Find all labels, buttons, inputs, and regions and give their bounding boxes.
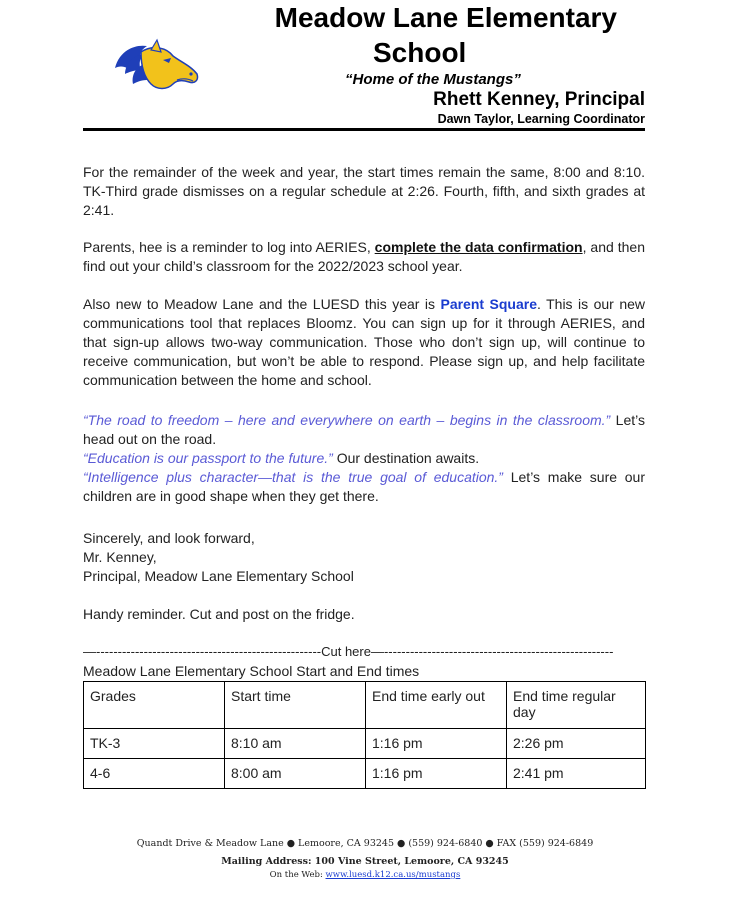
cut-line: —----------------------------------------------------Cut here—----------------------------------------------------- — [83, 644, 614, 659]
header-start-time: Start time — [225, 682, 366, 729]
quote-freedom: “The road to freedom – here and everywhere on earth – begins in the classroom.” — [83, 412, 611, 428]
quote-character: “Intelligence plus character—that is the true goal of education.” — [83, 469, 503, 485]
schedule-caption: Meadow Lane Elementary School Start and End times — [83, 663, 420, 679]
quote-freedom-comment: Let’s head out on the road. — [83, 412, 645, 447]
footer-web-label: On the Web: — [269, 870, 326, 880]
signature-block — [83, 529, 645, 586]
principal-name: Rhett Kenney, Principal — [433, 89, 645, 110]
cell-grades: 4-6 — [84, 759, 225, 789]
quote-passport-comment: Our destination awaits. — [332, 450, 480, 466]
coordinator-name: Dawn Taylor, Learning Coordinator — [437, 112, 645, 126]
header-end-regular: End time regular day — [507, 682, 646, 729]
aeries-text-after: , and then find out your child’s classroom for the 2022/2023 school year. — [83, 239, 645, 274]
paragraph-start-times: For the remainder of the week and year, the start times remain the same, 8:00 and 8:10. TK-Third grade dismisses on a regular schedule at 2:26. Fourth, fifth, and sixth grades at 2:41. — [83, 164, 645, 218]
header-end-early: End time early out — [366, 682, 507, 729]
cell-start: 8:00 am — [225, 759, 366, 789]
aeries-text-before: Parents, hee is a reminder to log into AERIES, — [83, 239, 375, 255]
quote-passport: “Education is our passport to the future.” — [83, 450, 333, 466]
header-divider — [83, 128, 645, 131]
fridge-reminder: Handy reminder. Cut and post on the fridge. — [83, 606, 355, 622]
signer-name: Mr. Kenney, — [83, 549, 157, 565]
footer-web-link[interactable]: www.luesd.k12.ca.us/mustangs — [325, 870, 461, 880]
paragraph-aeries — [83, 238, 645, 276]
cell-end-regular: 2:26 pm — [507, 729, 646, 759]
cell-end-early: 1:16 pm — [366, 729, 507, 759]
table-row — [84, 759, 646, 789]
footer-mailing-address: Mailing Address: 100 Vine Street, Lemoore, CA 93245 — [221, 856, 509, 867]
table-header-row — [84, 682, 646, 729]
paragraph-parent-square — [83, 295, 645, 390]
footer-address: Quandt Drive & Meadow Lane ● Lemoore, CA 93245 ● (559) 924-6840 ● FAX (559) 924-6849 — [136, 838, 594, 849]
cell-start: 8:10 am — [225, 729, 366, 759]
parent-square-link[interactable]: Parent Square — [440, 296, 537, 312]
parent-square-text-before: Also new to Meadow Lane and the LUESD this year is — [83, 296, 441, 312]
cell-end-early: 1:16 pm — [366, 759, 507, 789]
cell-end-regular: 2:41 pm — [507, 759, 646, 789]
cell-grades: TK-3 — [84, 729, 225, 759]
school-name-line-1: Meadow Lane Elementary — [274, 2, 617, 33]
closing: Sincerely, and look forward, — [83, 530, 255, 546]
schedule-table — [83, 681, 646, 789]
signer-title: Principal, Meadow Lane Elementary School — [83, 568, 354, 584]
data-confirmation-link[interactable]: complete the data confirmation — [374, 239, 583, 255]
header-grades: Grades — [84, 682, 225, 729]
mustang-mascot-logo — [111, 38, 201, 94]
letterhead — [83, 0, 645, 132]
school-motto: “Home of the Mustangs” — [345, 71, 521, 88]
parent-square-text-after: . This is our new communications tool that replaces Bloomz. You can sign up for it through AERIES, and that sign-up allows two-way communication. Those who don’t sign up, will continue to receive communication, but won’t be able to respond. Please sign up, and help facilitate communication between the home and school. — [83, 296, 645, 388]
table-row — [84, 729, 646, 759]
quote-character-comment: Let’s make sure our children are in good shape when they get there. — [83, 469, 645, 504]
school-name-line-2: School — [373, 37, 467, 68]
quote-block — [83, 411, 645, 506]
footer-web — [0, 870, 730, 880]
